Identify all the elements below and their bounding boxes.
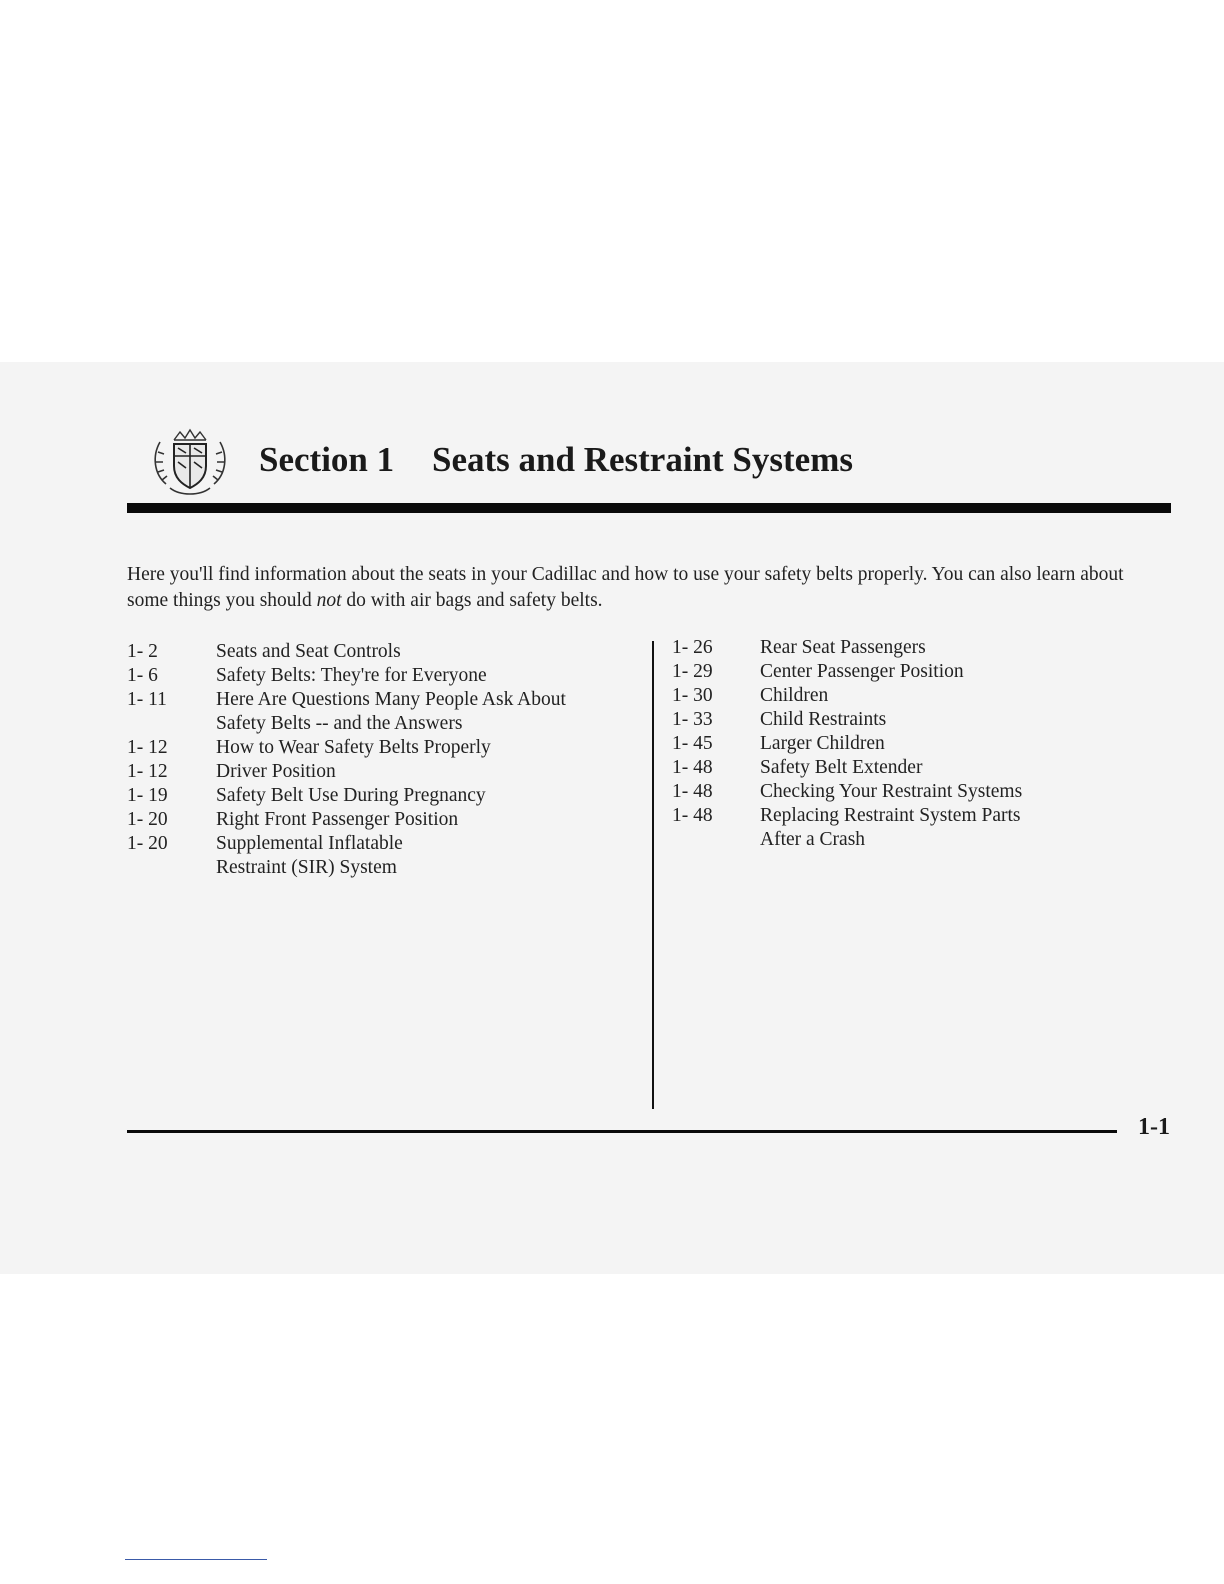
toc-page-number: 1- 30 xyxy=(672,685,713,706)
toc-entry[interactable] xyxy=(127,664,627,688)
toc-title: Replacing Restraint System Parts After a Crash xyxy=(760,805,1021,850)
toc-entry[interactable] xyxy=(672,780,1132,804)
toc-title: Safety Belts: They're for Everyone xyxy=(216,665,487,686)
toc-entry[interactable] xyxy=(672,636,1132,660)
toc-entry[interactable] xyxy=(672,756,1132,780)
toc-title: Safety Belt Use During Pregnancy xyxy=(216,785,486,806)
section-header xyxy=(144,422,236,502)
intro-emphasis: not xyxy=(316,590,342,611)
page-number: 1-1 xyxy=(1138,1114,1170,1140)
section-label: Section 1 xyxy=(259,440,395,479)
toc-page-number: 1- 45 xyxy=(672,733,713,754)
page-title: Seats and Restraint Systems xyxy=(432,440,853,479)
toc-title: Checking Your Restraint Systems xyxy=(760,781,1023,802)
toc-page-number: 1- 6 xyxy=(127,665,158,686)
intro-paragraph xyxy=(127,562,1167,614)
toc-page-number: 1- 26 xyxy=(672,637,713,658)
toc-page-number: 1- 33 xyxy=(672,709,713,730)
toc-title: Larger Children xyxy=(760,733,885,754)
bottom-divider xyxy=(125,1559,267,1560)
toc-left-column xyxy=(127,640,627,880)
toc-entry[interactable] xyxy=(127,808,627,832)
intro-text-start: Here you'll find information about the seats in your Cadillac and how to use your safety belts properly. You can also learn about some things you should xyxy=(127,564,1124,611)
intro-text-end: do with air bags and safety belts. xyxy=(341,590,603,611)
toc-entry[interactable] xyxy=(672,732,1132,756)
toc-title: How to Wear Safety Belts Properly xyxy=(216,737,491,758)
toc-entry[interactable] xyxy=(672,804,1132,852)
toc-title: Seats and Seat Controls xyxy=(216,641,401,662)
toc-page-number: 1- 20 xyxy=(127,809,168,830)
toc-entry[interactable] xyxy=(127,736,627,760)
toc-entry[interactable] xyxy=(127,784,627,808)
toc-page-number: 1- 11 xyxy=(127,689,167,710)
header-divider xyxy=(127,503,1171,513)
toc-page-number: 1- 29 xyxy=(672,661,713,682)
toc-entry[interactable] xyxy=(127,640,627,664)
toc-title: Driver Position xyxy=(216,761,336,782)
column-divider xyxy=(652,641,654,1109)
toc-page-number: 1- 2 xyxy=(127,641,158,662)
toc-title: Here Are Questions Many People Ask About Safety Belts -- and the Answers xyxy=(216,689,566,734)
toc-title: Children xyxy=(760,685,829,706)
toc-title: Right Front Passenger Position xyxy=(216,809,459,830)
toc-page-number: 1- 48 xyxy=(672,781,713,802)
toc-entry[interactable] xyxy=(127,688,627,736)
toc-entry[interactable] xyxy=(127,760,627,784)
toc-page-number: 1- 20 xyxy=(127,833,168,854)
toc-entry[interactable] xyxy=(672,684,1132,708)
cadillac-crest-icon xyxy=(144,422,236,502)
toc-entry[interactable] xyxy=(127,832,627,880)
toc-title: Child Restraints xyxy=(760,709,887,730)
toc-page-number: 1- 19 xyxy=(127,785,168,806)
toc-title: Supplemental Inflatable Restraint (SIR) System xyxy=(216,833,403,878)
toc-page-number: 1- 48 xyxy=(672,805,713,826)
toc-entry[interactable] xyxy=(672,660,1132,684)
toc-page-number: 1- 12 xyxy=(127,761,168,782)
toc-title: Center Passenger Position xyxy=(760,661,964,682)
toc-page-number: 1- 12 xyxy=(127,737,168,758)
toc-title: Safety Belt Extender xyxy=(760,757,923,778)
toc-right-column xyxy=(672,636,1132,852)
footer-divider xyxy=(127,1130,1117,1133)
toc-title: Rear Seat Passengers xyxy=(760,637,926,658)
toc-entry[interactable] xyxy=(672,708,1132,732)
toc-page-number: 1- 48 xyxy=(672,757,713,778)
